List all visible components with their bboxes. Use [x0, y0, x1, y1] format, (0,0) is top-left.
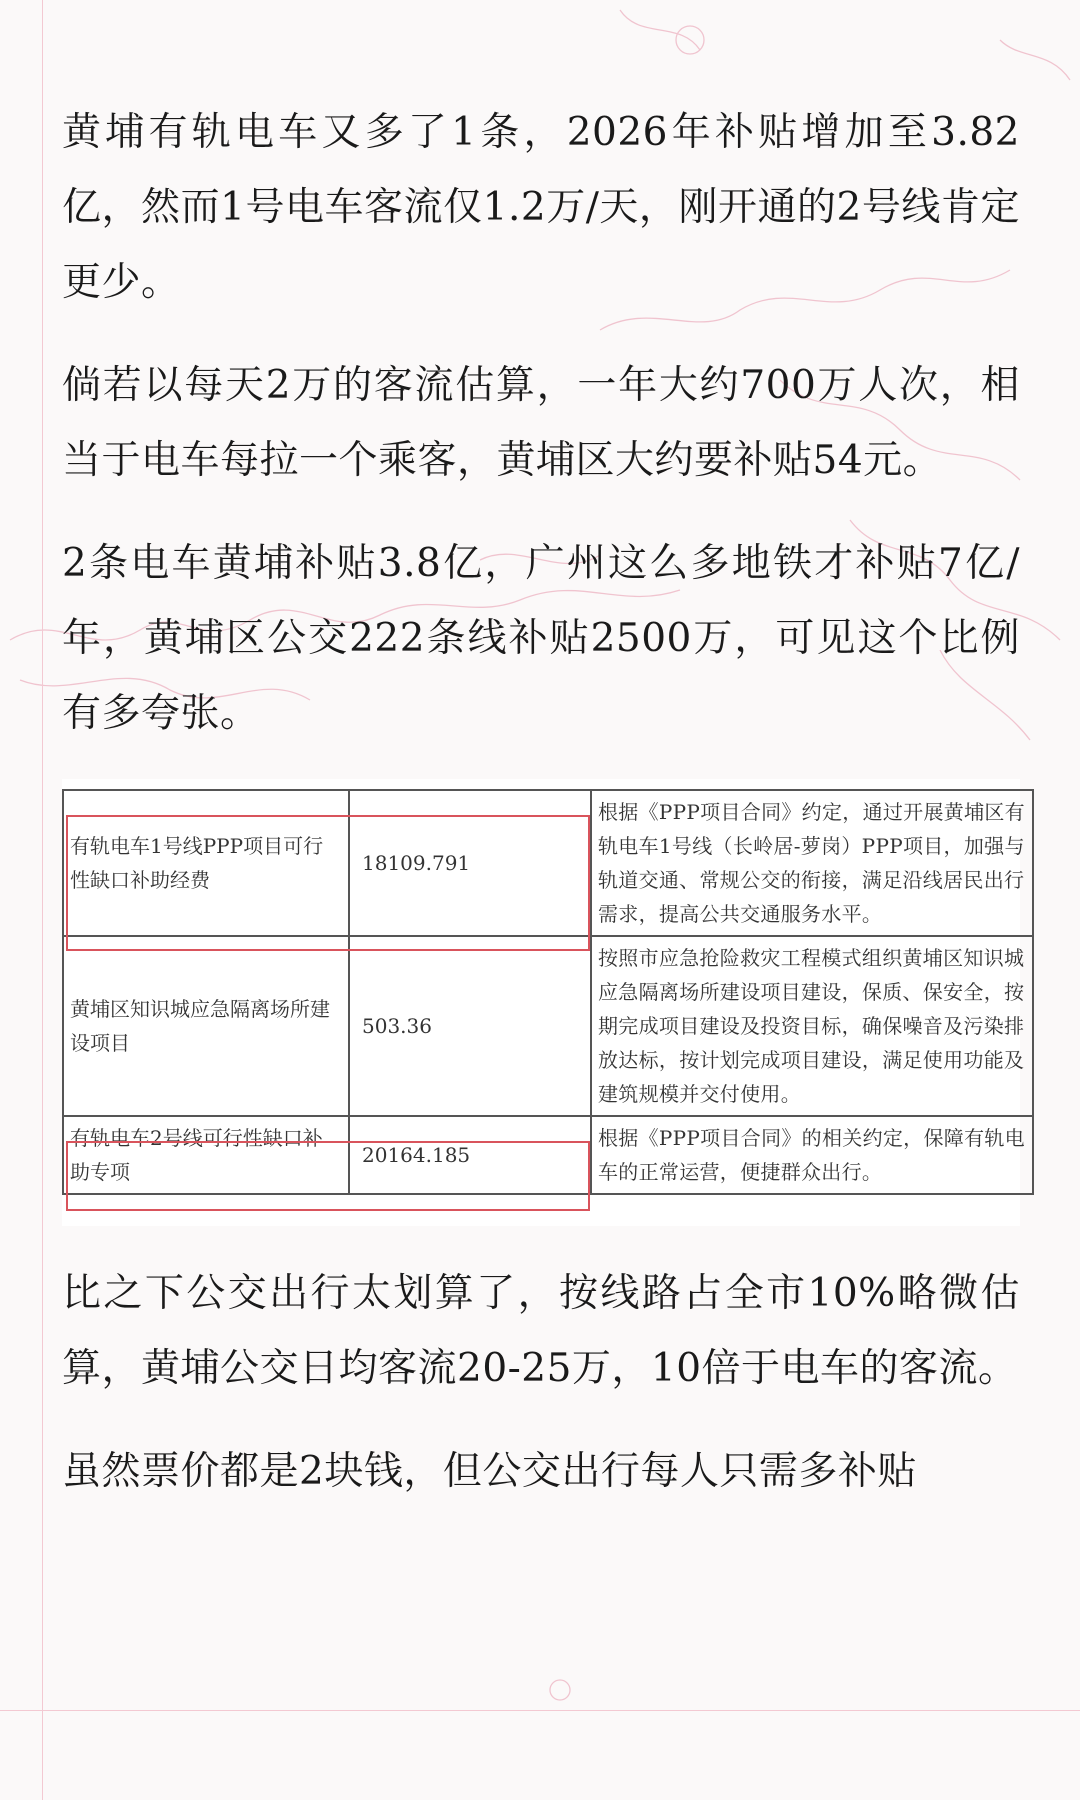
bottom-rule-line: [0, 1710, 1080, 1711]
paragraph-2: 倘若以每天2万的客流估算，一年大约700万人次，相当于电车每拉一个乘客，黄埔区大约要补贴54元。: [62, 363, 1020, 483]
budget-table-image: [62, 779, 1025, 1226]
budget-table: [62, 789, 1034, 1195]
amount-cell: 503.36: [349, 936, 591, 1116]
paragraph-5: 虽然票价都是2块钱，但公交出行每人只需多补贴: [62, 1449, 917, 1494]
paragraph-1: 黄埔有轨电车又多了1条，2026年补贴增加至3.82亿，然而1号电车客流仅1.2万/天，刚开通的2号线肯定更少。: [62, 110, 1020, 305]
item-cell: 有轨电车2号线可行性缺口补助专项: [63, 1116, 349, 1194]
left-margin-line: [42, 0, 43, 1800]
item-cell: 有轨电车1号线PPP项目可行性缺口补助经费: [63, 790, 349, 936]
article-body: [62, 95, 1025, 1537]
paragraph-3: 2条电车黄埔补贴3.8亿，广州这么多地铁才补贴7亿/年，黄埔区公交222条线补贴2500万，可见这个比例有多夸张。: [62, 541, 1020, 736]
amount-cell: 20164.185: [349, 1116, 591, 1194]
paragraph-4: 比之下公交出行太划算了，按线路占全市10%略微估算，黄埔公交日均客流20-25万，10倍于电车的客流。: [62, 1271, 1020, 1391]
table-row: [63, 1116, 1033, 1194]
table-row: [63, 790, 1033, 936]
description-cell: 按照市应急抢险救灾工程模式组织黄埔区知识城应急隔离场所建设项目建设，保质、保安全，按期完成项目建设及投资目标，确保噪音及污染排放达标，按计划完成项目建设，满足使用功能及建筑规模并交付使用。: [591, 936, 1033, 1116]
description-cell: 根据《PPP项目合同》的相关约定，保障有轨电车的正常运营，便捷群众出行。: [591, 1116, 1033, 1194]
description-cell: 根据《PPP项目合同》约定，通过开展黄埔区有轨电车1号线（长岭居-萝岗）PPP项目，加强与轨道交通、常规公交的衔接，满足沿线居民出行需求，提高公共交通服务水平。: [591, 790, 1033, 936]
item-cell: 黄埔区知识城应急隔离场所建设项目: [63, 936, 349, 1116]
table-row: [63, 936, 1033, 1116]
amount-cell: 18109.791: [349, 790, 591, 936]
